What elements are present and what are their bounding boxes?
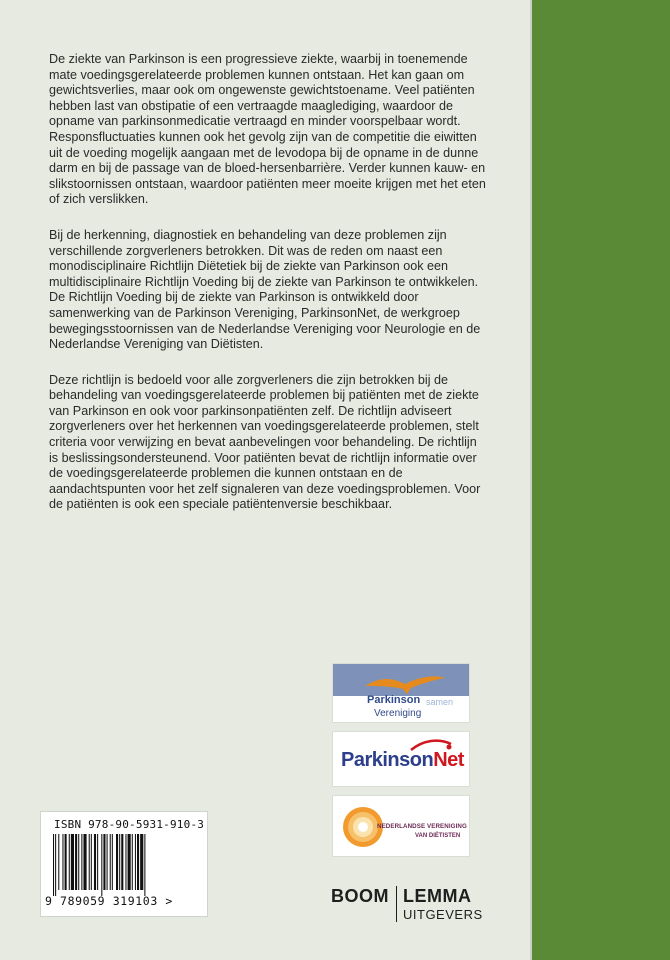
barcode-bar bbox=[137, 834, 139, 890]
barcode-bar bbox=[58, 834, 59, 890]
publisher-name-lemma: LEMMA bbox=[403, 886, 472, 906]
paragraph-2: Bij de herkenning, diagnostiek en behandeling van deze problemen zijn verschillende zorgverleners betrokken. Dit was de reden om naast een monodisciplinaire Richtlijn Diëtetiek bij de ziekte van Parkinson ook een multidisciplinaire Richtlijn Voeding bij de ziekte van Parkinson te ontwikkelen. De Richtlijn Voeding bij de ziekte van Parkinson is ontwikkeld door samenwerking van de Parkinson Vereniging, ParkinsonNet, de werkgroep bewegingsstoornissen van de Nederlandse Vereniging voor Neurologie en de Nederlandse Vereniging van Diëtisten. bbox=[49, 227, 481, 352]
publisher-divider bbox=[396, 886, 397, 922]
parkinsonnet-logo bbox=[332, 731, 470, 787]
wordmark-parkinson: Parkinson bbox=[341, 749, 434, 771]
barcode-bar bbox=[83, 834, 86, 890]
barcode-bar bbox=[69, 834, 70, 890]
barcode-bar bbox=[71, 834, 74, 890]
barcode-bar bbox=[94, 834, 96, 890]
paragraph-3: Deze richtlijn is bedoeld voor alle zorgverleners die zijn betrokken bij de behandeling van voedingsgerelateerde problemen bij patiënten met de ziekte van Parkinson en ook voor parkinsonpatiënten zelf. De richtlijn adviseert zorgverleners over het herkennen van voedingsgerelateerde problemen, stelt criteria voor verwijzing en bevat aanbevelingen voor behandeling. De richtlijn is beslissingsondersteunend. Voor patiënten bevat de richtlijn informatie over de voedingsgerelateerde problemen die kunnen ontstaan en de aandachtspunten voor het zelf signaleren van deze voedingsproblemen. Voor de patiënten is ook een speciale patiëntenversie beschikbaar. bbox=[49, 372, 481, 512]
parkinson-vereniging-logo bbox=[332, 663, 470, 723]
nvd-logo bbox=[332, 795, 470, 857]
green-spine-strip bbox=[532, 0, 670, 960]
barcode bbox=[40, 811, 208, 917]
barcode-bar bbox=[78, 834, 79, 890]
publisher-logo bbox=[331, 886, 481, 926]
barcode-bar bbox=[112, 834, 113, 890]
barcode-bar bbox=[125, 834, 126, 890]
barcode-bar bbox=[135, 834, 136, 890]
logo-text-vereniging: Vereniging bbox=[374, 708, 422, 719]
logo-text-parkinson: Parkinson bbox=[367, 694, 421, 706]
barcode-bars bbox=[53, 834, 201, 896]
barcode-bar bbox=[53, 834, 54, 896]
barcode-bar bbox=[81, 834, 82, 890]
barcode-bar bbox=[128, 834, 131, 890]
publisher-name-boom: BOOM bbox=[331, 886, 389, 906]
barcode-bar bbox=[65, 834, 67, 890]
nvd-text-line1: NEDERLANDSE VERENIGING bbox=[377, 823, 467, 830]
barcode-bar bbox=[62, 834, 63, 890]
barcode-bar bbox=[75, 834, 77, 890]
barcode-bar bbox=[144, 834, 145, 896]
isbn-label: ISBN 978-90-5931-910-3 bbox=[54, 818, 205, 831]
back-cover-text bbox=[49, 52, 489, 533]
barcode-digits: 9 789059 319103 > bbox=[45, 894, 173, 908]
barcode-bar bbox=[116, 834, 118, 890]
barcode-bar bbox=[119, 834, 120, 890]
barcode-bar bbox=[89, 834, 90, 890]
barcode-bar bbox=[91, 834, 92, 890]
nvd-text-line2: VAN DIËTISTEN bbox=[415, 833, 461, 839]
barcode-bar bbox=[110, 834, 111, 890]
wordmark-net: Net bbox=[433, 749, 464, 771]
barcode-bar bbox=[140, 834, 143, 890]
barcode-bar bbox=[103, 834, 105, 890]
paragraph-1: De ziekte van Parkinson is een progressieve ziekte, waarbij in toenemende mate voedingsgerelateerde problemen kunnen ontstaan. Het kan gaan om gewichtsverlies, maar ook om ongewenste gewichtstoename. Veel patiënten hebben last van obstipatie of een vertraagde maaglediging, waardoor de opname van parkinsonmedicatie vertraagd en minder voorspelbaar wordt. Responsfluctuaties kunnen ook het gevolg zijn van de competitie die eiwitten uit de voeding mogelijk aangaan met de levodopa bij de opname in de dunne darm en bij de passage van de bloed-hersenbarrière. Verder kunnen kauw- en slikstoornissen ontstaan, waardoor patiënten meer moeite krijgen met het eten of zich verslikken. bbox=[49, 52, 486, 207]
logo-text-faded: samen bbox=[426, 697, 454, 707]
barcode-bar bbox=[97, 834, 98, 890]
barcode-bar bbox=[107, 834, 108, 890]
barcode-bar bbox=[132, 834, 133, 890]
parkinsonnet-wordmark bbox=[341, 749, 464, 772]
barcode-bar bbox=[101, 834, 102, 896]
barcode-bar bbox=[55, 834, 56, 896]
barcode-bar bbox=[121, 834, 123, 890]
publisher-subtitle: UITGEVERS bbox=[403, 907, 483, 922]
